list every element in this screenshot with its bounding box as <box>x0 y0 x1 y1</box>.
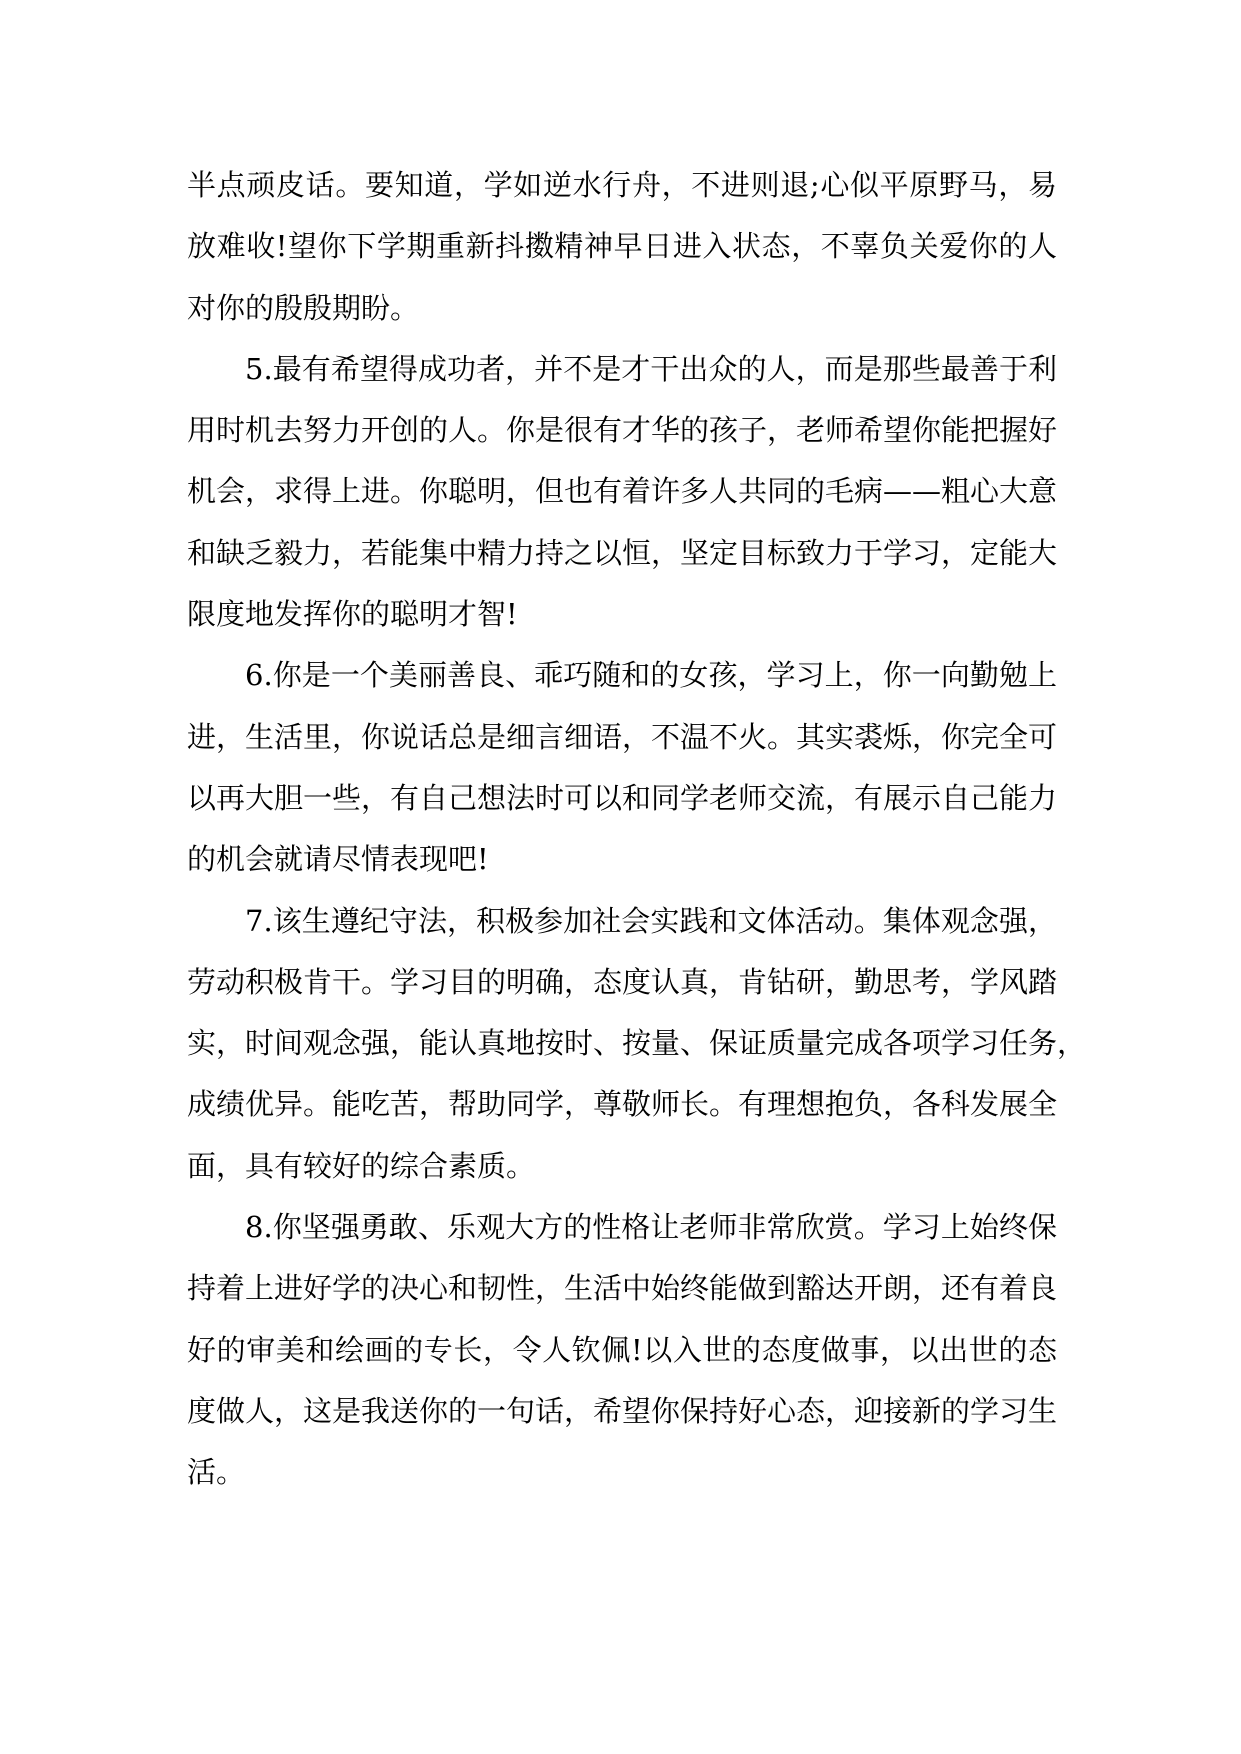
text-line: 成绩优异。能吃苦，帮助同学，尊敬师长。有理想抱负，各科发展全 <box>187 1087 1058 1122</box>
text-line: 的机会就请尽情表现吧! <box>187 842 489 877</box>
text-line: 以再大胆一些，有自己想法时可以和同学老师交流，有展示自己能力 <box>187 780 1058 815</box>
text-line: 5.最有希望得成功者，并不是才干出众的人，而是那些最善于利 <box>245 351 1057 386</box>
text-line: 和缺乏毅力，若能集中精力持之以恒，坚定目标致力于学习，定能大 <box>187 535 1058 570</box>
paragraph-5 <box>187 339 1057 645</box>
paragraph-8 <box>187 1197 1057 1503</box>
paragraph-7 <box>187 891 1087 1197</box>
text-line: 放难收!望你下学期重新抖擞精神早日进入状态，不辜负关爱你的人 <box>187 229 1057 264</box>
text-line: 用时机去努力开创的人。你是很有才华的孩子，老师希望你能把握好 <box>187 413 1058 448</box>
text-line: 8.你坚强勇敢、乐观大方的性格让老师非常欣赏。学习上始终保 <box>245 1210 1057 1245</box>
text-line: 对你的殷殷期盼。 <box>187 290 420 325</box>
paragraph-6 <box>187 645 1057 890</box>
text-line: 进，生活里，你说话总是细言细语，不温不火。其实裘烁，你完全可 <box>187 719 1058 754</box>
text-line: 活。 <box>187 1455 246 1490</box>
text-line: 半点顽皮话。要知道，学如逆水行舟，不进则退;心似平原野马，易 <box>187 168 1057 202</box>
paragraph-continued <box>187 155 1057 339</box>
text-line: 6.你是一个美丽善良、乖巧随和的女孩，学习上，你一向勤勉上 <box>245 658 1057 693</box>
text-line: 限度地发挥你的聪明才智! <box>187 597 518 632</box>
document-body <box>187 155 1087 1504</box>
text-line: 机会，求得上进。你聪明，但也有着许多人共同的毛病——粗心大意 <box>187 474 1058 509</box>
text-line: 持着上进好学的决心和韧性，生活中始终能做到豁达开朗，还有着良 <box>187 1271 1058 1306</box>
text-line: 7.该生遵纪守法，积极参加社会实践和文体活动。集体观念强， <box>245 903 1057 938</box>
text-line: 劳动积极肯干。学习目的明确，态度认真，肯钻研，勤思考，学风踏 <box>187 964 1058 999</box>
text-line: 度做人，这是我送你的一句话，希望你保持好心态，迎接新的学习生 <box>187 1393 1058 1428</box>
text-line: 实，时间观念强，能认真地按时、按量、保证质量完成各项学习任务， <box>187 1026 1087 1061</box>
text-line: 面，具有较好的综合素质。 <box>187 1148 536 1183</box>
text-line: 好的审美和绘画的专长，令人钦佩!以入世的态度做事，以出世的态 <box>187 1332 1057 1367</box>
